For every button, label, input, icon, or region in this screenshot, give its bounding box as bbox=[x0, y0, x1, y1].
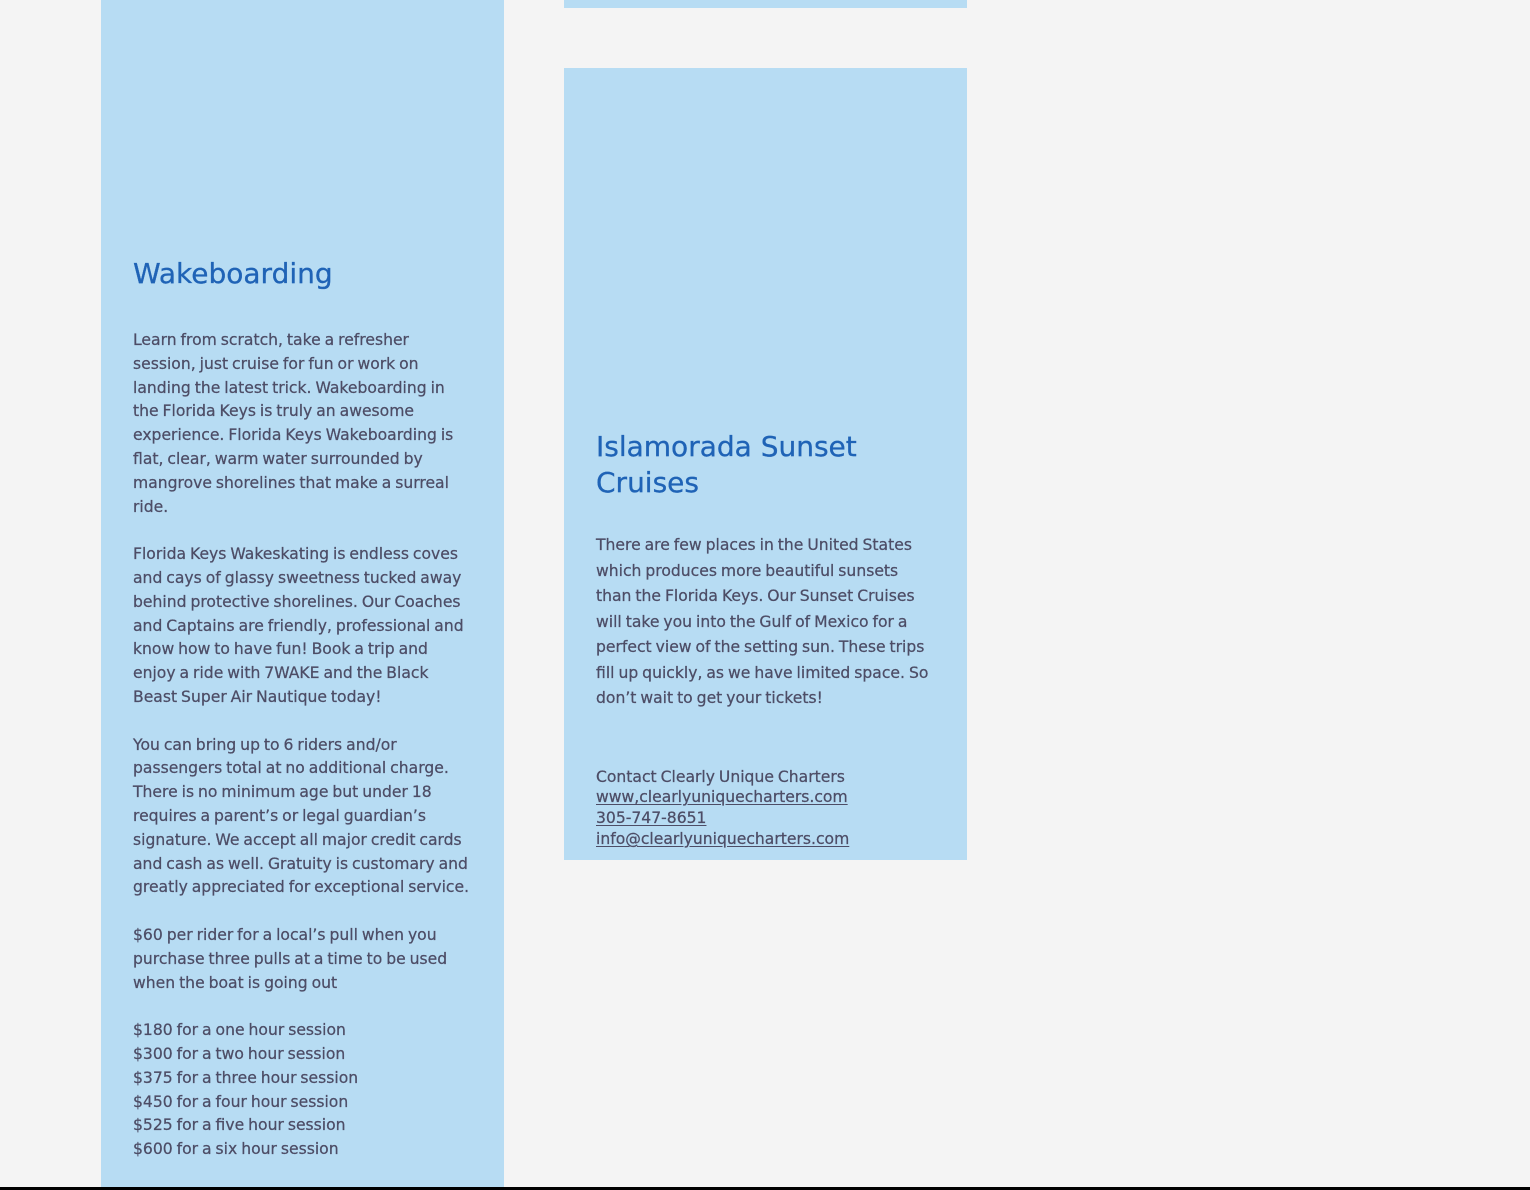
price-line: $180 for a one hour session bbox=[133, 1021, 346, 1040]
price-line: $450 for a four hour session bbox=[133, 1092, 349, 1111]
wakeskating-paragraph: Florida Keys Wakeskating is endless coves and cays of glassy sweetness tucked away behind protective shorelines. Our Coaches and Captains are friendly, professional and know how to have fun! Book a trip and enjoy a ride with 7WAKE and the Black Beast Super Air Nautique today! bbox=[133, 545, 464, 706]
price-line: $300 for a two hour session bbox=[133, 1044, 346, 1063]
phone-link[interactable]: 305-747-8651 bbox=[596, 809, 707, 828]
sunset-cruises-card bbox=[564, 68, 967, 860]
previous-card-bottom bbox=[564, 0, 967, 8]
price-line: $600 for a six hour session bbox=[133, 1140, 339, 1159]
email-link[interactable]: info@clearlyuniquecharters.com bbox=[596, 829, 850, 848]
riders-policy-paragraph: You can bring up to 6 riders and/or passengers total at no additional charge. There is no minimum age but under 18 requires a parent’s or legal guardian’s signature. We accept all major credit cards and cash as well. Gratuity is customary and greatly appreciated for exceptional service. bbox=[133, 735, 470, 897]
price-list bbox=[133, 1019, 474, 1162]
price-line: $525 for a five hour session bbox=[133, 1116, 346, 1135]
contact-label: Contact Clearly Unique Charters bbox=[596, 767, 845, 786]
locals-pull-paragraph: $60 per rider for a local’s pull when you purchase three pulls at a time to be used when the boat is going out bbox=[133, 925, 448, 992]
wakeboarding-title: Wakeboarding bbox=[133, 257, 333, 290]
sunset-cruises-title: Islamorada Sunset Cruises bbox=[596, 430, 857, 499]
website-link[interactable]: www,clearlyuniquecharters.com bbox=[596, 788, 848, 807]
contact-block bbox=[596, 767, 935, 850]
price-line: $375 for a three hour session bbox=[133, 1068, 359, 1087]
wakeboarding-card bbox=[101, 0, 504, 1190]
sunset-cruises-paragraph: There are few places in the United States which produces more beautiful sunsets than the Florida Keys. Our Sunset Cruises will take you into the Gulf of Mexico for a perfect view of the setting sun. These trips fill up quickly, as we have limited space. So don’t wait to get your tickets! bbox=[596, 536, 929, 707]
wakeboarding-intro-paragraph: Learn from scratch, take a refresher session, just cruise for fun or work on landing the latest trick. Wakeboarding in the Florida Keys is truly an awesome experience. Florida Keys Wakeboarding is flat, clear, warm water surrounded by mangrove shorelines that make a surreal ride. bbox=[133, 331, 454, 516]
